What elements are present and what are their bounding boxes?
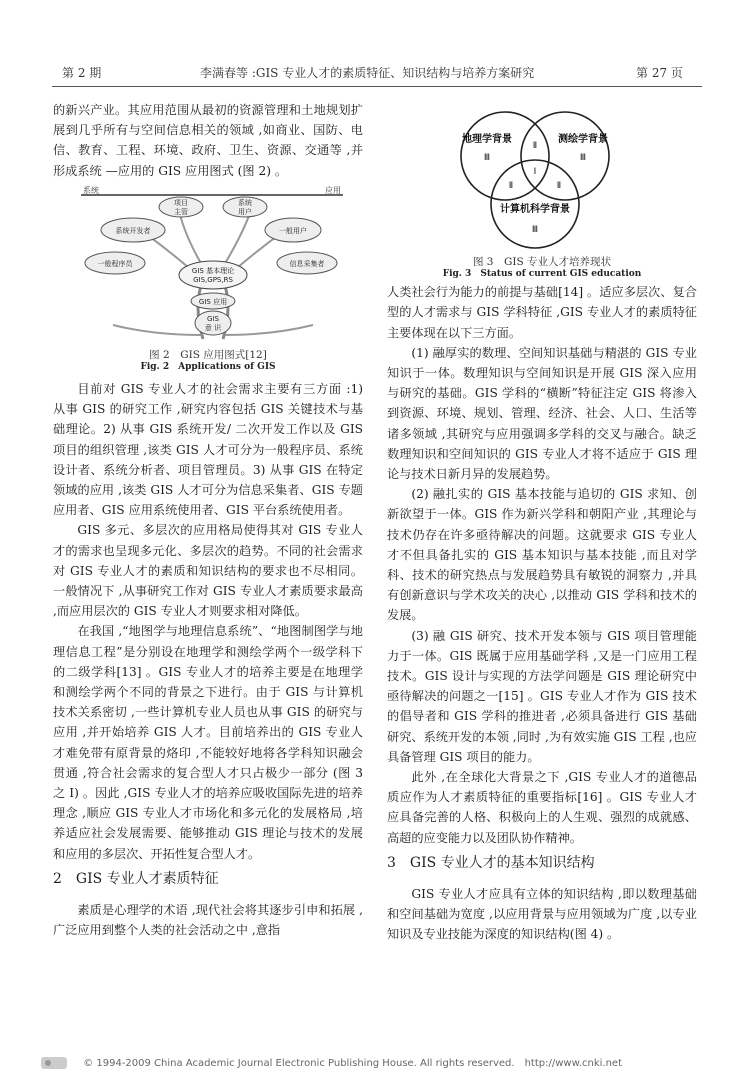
figure-3-caption: 图 3 GIS 专业人才培养现状: [472, 256, 612, 269]
section-3-title: 3 GIS 专业人才的基本知识结构: [387, 854, 595, 871]
figure-2-diagram: [53, 185, 363, 343]
circle-label-geography: 地理学背景: [462, 134, 512, 145]
figure-3: [387, 108, 697, 280]
paragraph: (3) 融 GIS 研究、技术开发本领与 GIS 项目管理能力于一体。GIS 既属于应用基础学科 ,又是一门应用工程技术。GIS 设计与实现的方法学问题是 GIS 理论研究中亟待解决的问题之一[15] 。GIS 专业人才作为 GIS 技术的倡导者和 GIS 学科的推进者 ,必须具备进行 GIS 基础研究、系统开发的本领 ,同时 ,为有效实施 GIS 工程 ,也应具备管理 GIS 项目的能力。: [387, 628, 697, 764]
region-label: Ⅲ: [579, 153, 587, 163]
paragraph: 在我国 ,“地图学与地理信息系统”、“地图制图学与地理信息工程”是分别设在地理学和测绘学两个一级学科下的二级学科[13] 。GIS 专业人才的培养主要是在地理学和测绘学两个不同的背景之下进行。由于 GIS 与计算机技术关系密切 ,一些计算机专业人员也从事 GIS 的研究与应用 ,并开始培养 GIS 人才。目前培养出的 GIS 专业人才难免带有原背景的烙印 ,不能较好地将各学科知识融会贯通 ,符合社会需求的复合型人才只占极少一部分 (图 3 之 Ⅰ) 。因此 ,GIS 专业人才的培养应吸收国际先进的培养理念 ,顺应 GIS 专业人才市场化和多元化的发展格局 ,培养适应社会发展需要、能够推动 GIS 理论与技术的发展和应用的多层次、开拓性复合型人才。: [53, 624, 363, 861]
figure-2: [53, 185, 363, 373]
page-number: 第 27 页: [636, 66, 683, 80]
paragraph: GIS 多元、多层次的应用格局使得其对 GIS 专业人才的需求也呈现多元化、多层次的趋势。不同的社会需求对 GIS 专业人才的素质和知识结构的要求也不尽相同。一般情况下 ,从事研究工作对 GIS 专业人才素质要求最高 ,而应用层次的 GIS 专业人才则要求相对降低。: [53, 523, 363, 619]
region-label: Ⅲ: [531, 225, 539, 235]
axis-label-application: 应用: [325, 185, 341, 195]
circle-label-surveying: 测绘学背景: [558, 134, 608, 145]
region-label: Ⅱ: [532, 141, 538, 151]
region-label: Ⅱ: [508, 181, 514, 191]
region-label: Ⅰ: [533, 167, 537, 177]
figure-2-caption: 图 2 GIS 应用图式[12]: [149, 349, 267, 362]
paragraph: 人类社会行为能力的前提与基础[14] 。适应多层次、复合型的人才需求与 GIS 学科特征 ,GIS 专业人才的素质特征主要体现在以下三方面。: [387, 285, 697, 340]
paragraph: 此外 ,在全球化大背景之下 ,GIS 专业人才的道德品质应作为人才素质特征的重要指标[16] 。GIS 专业人才应具备完善的人格、积极向上的人生观、强烈的成就感、高超的应变能力以及团队协作精神。: [387, 770, 697, 845]
node-general-programmer: 一般程序员: [97, 259, 133, 268]
paragraph: (1) 融厚实的数理、空间知识基础与精湛的 GIS 专业知识于一体。数理知识与空间知识是开展 GIS 深入应用与研究的基础。GIS 学科的“横断”特征注定 GIS 将渗入到资源、环境、规划、管理、经济、社会、人口、生活等诸多领域 ,其研究与应用强调多学科的交叉与融合。缺乏数理知识和空间知识的 GIS 专业人才将不适应于 GIS 理论与技术日新月异的发展趋势。: [387, 345, 697, 482]
node-gis-gps-rs: GIS,GPS,RS: [193, 275, 233, 284]
figure-2-caption-en: Fig. 2 Applications of GIS: [140, 362, 276, 373]
header-rule: [52, 86, 702, 87]
paragraph: GIS 专业人才应具有立体的知识结构 ,即以数理基础和空间基础为宽度 ,以应用背景与应用领域为广度 ,以专业知识及专业技能为深度的知识结构(图 4) 。: [387, 886, 697, 942]
copyright-text: © 1994-2009 China Academic Journal Electronic Publishing House. All rights reserved. http://www.cnki.net: [83, 1058, 623, 1069]
running-title: 李满春等 :GIS 专业人才的素质特征、知识结构与培养方案研究: [200, 66, 535, 80]
svg-text:用户: 用户: [238, 207, 252, 216]
node-project-manager: 项目: [174, 198, 188, 207]
figure-3-caption-en: Fig. 3 Status of current GIS education: [442, 269, 642, 280]
node-system-developer: 系统开发者: [115, 226, 151, 235]
circle-label-computer-science: 计算机科学背景: [500, 204, 570, 215]
footer: [40, 1054, 728, 1071]
right-column: [387, 108, 697, 945]
node-system-user: 系统: [238, 198, 252, 207]
node-gis-application: GIS 应用: [198, 297, 228, 306]
left-column: [53, 100, 363, 940]
cnki-logo-icon: [40, 1055, 68, 1071]
paragraph: 的新兴产业。其应用范围从最初的资源管理和土地规划扩展到几乎所有与空间信息相关的领域 ,如商业、国防、电信、教育、工程、环境、政府、卫生、资源、交通等 ,并形成系统 —应用的 GIS 应用图式 (图 2) 。: [53, 103, 363, 178]
node-info-collector: 信息采集者: [289, 259, 325, 268]
node-gis-awareness: GIS: [207, 314, 219, 323]
issue-number: 第 2 期: [62, 66, 102, 80]
node-general-user: 一般用户: [279, 226, 307, 235]
paragraph: (2) 融扎实的 GIS 基本技能与追切的 GIS 求知、创新欲望于一体。GIS 作为新兴学科和朝阳产业 ,其理论与技术仍存在许多亟待解决的问题。这就要求 GIS 专业人才不但具备扎实的 GIS 基本知识与基本技能 ,而且对学科、技术的研究热点与发展趋势具有敏锐的洞察力 ,并具有创新意识与学术攻关的决心 ,以推动 GIS 学科和技术的发展。: [387, 487, 697, 623]
paragraph: 目前对 GIS 专业人才的社会需求主要有三方面 :1) 从事 GIS 的研究工作 ,研究内容包括 GIS 关键技术与基础理论。2) 从事 GIS 系统开发/ 二次开发工作以及 GIS 项目的组织管理 ,该类 GIS 人才可分为一般程序员、系统设计者、系统分析者、项目管理员。3) 从事 GIS 在特定领域的应用 ,该类 GIS 人才可分为信息采集者、GIS 专题应用者、GIS 应用系统使用者、GIS 平台系统使用者。: [53, 382, 363, 518]
node-gis-theory: GIS 基本理论: [191, 266, 235, 275]
paragraph: 素质是心理学的术语 ,现代社会将其逐步引申和拓展 ,广泛应用到整个人类的社会活动之中 ,意指: [53, 902, 363, 938]
axis-label-system: 系统: [83, 185, 99, 195]
region-label: Ⅲ: [483, 153, 491, 163]
svg-text:主管: 主管: [174, 207, 188, 216]
figure-3-diagram: [387, 108, 697, 250]
region-label: Ⅱ: [556, 181, 562, 191]
svg-text:意 识: 意 识: [204, 323, 222, 332]
section-2-title: 2 GIS 专业人才素质特征: [53, 870, 219, 887]
